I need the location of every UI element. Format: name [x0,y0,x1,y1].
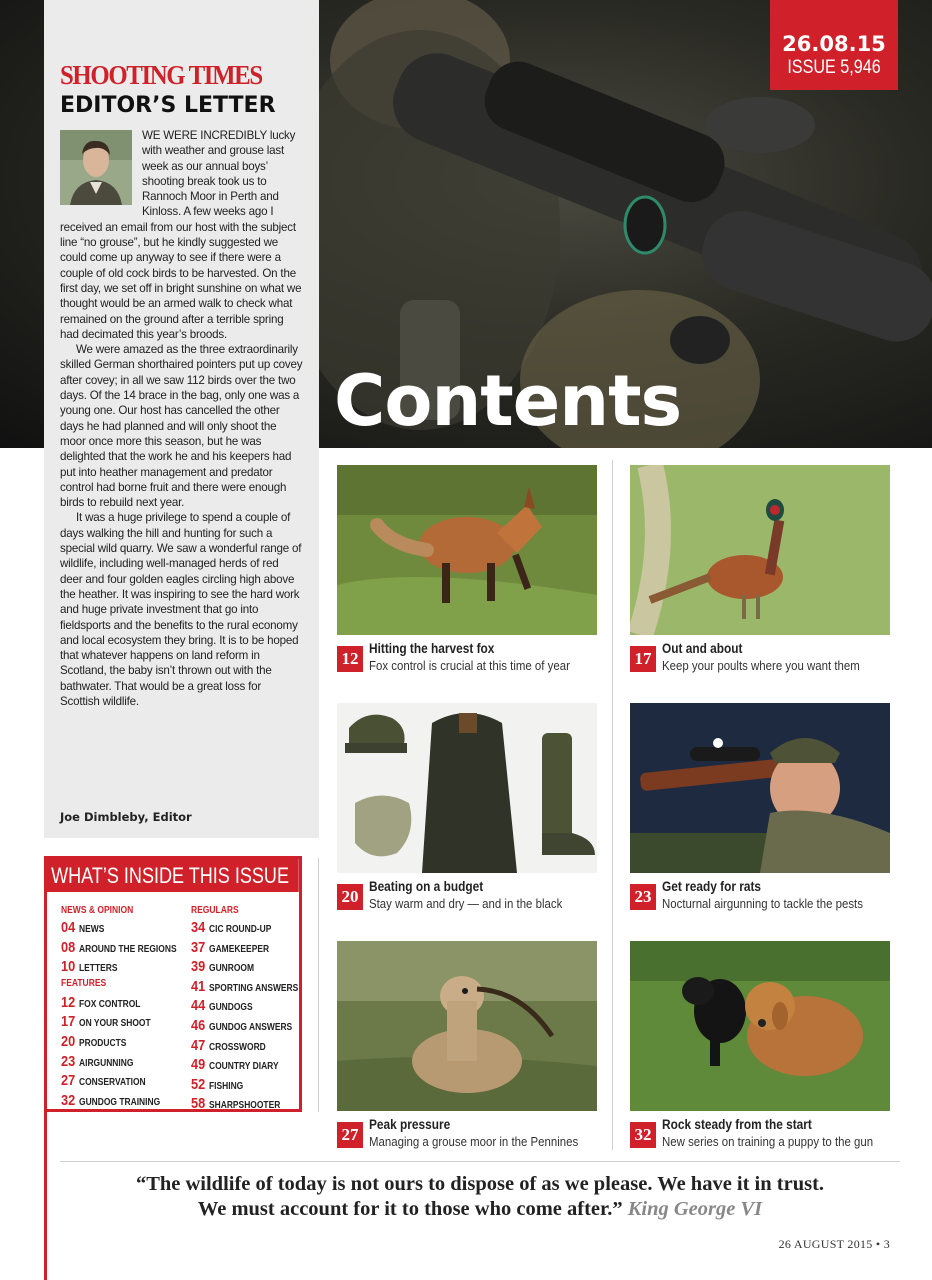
feature-title: Hitting the harvest fox [369,641,495,656]
contents-entry[interactable]: 27 CONSERVATION [61,1072,146,1090]
contents-entry[interactable]: 41 SPORTING ANSWERS [191,977,299,995]
contents-entry[interactable]: 37 GAMEKEEPER [191,938,270,956]
quote-attribution: King George VI [627,1198,763,1220]
feature-subtitle: Nocturnal airgunning to tackle the pests [662,896,863,911]
contents-entry[interactable]: 47 CROSSWORD [191,1036,266,1054]
section-category: REGULARS [191,905,239,916]
contents-entry[interactable]: 04 NEWS [61,919,105,936]
magazine-logo: SHOOTING TIMES [60,60,262,90]
whats-inside-heading: WHAT’S INSIDE THIS ISSUE [47,859,299,892]
contents-entry[interactable]: 32 GUNDOG TRAINING [61,1091,161,1109]
pheasant-photo [630,465,890,635]
editor-paragraph: WE WERE INCREDIBLY lucky with weather and grouse last week as our annual boys’ shooting break took us to Rannoch Moor in Perth and Kinloss. A few weeks ago I received an email from our host with the subject line “no grouse”, but he kindly suggested we could come up anyway to see if there were a couple of old cock birds to be harvested. On the first day, we set off in bright sunshine on what we thought would be an armed walk to check what remained on the ground after a terrible spring had decimated this year’s broods. [60,129,302,341]
quote-line-1: “The wildlife of today is not ours to dispose of as we please. We have it in trust. [135,1173,825,1195]
contents-entry[interactable]: 12 FOX CONTROL [61,993,141,1011]
contents-entry[interactable]: 52 FISHING [191,1075,244,1093]
column-divider [612,460,613,1150]
feature-title: Peak pressure [369,1117,451,1132]
feature-subtitle: Stay warm and dry — and in the black [369,896,563,911]
feature-caption [337,879,597,919]
quote-line-2: We must account for it to those who come after.” [197,1198,623,1220]
feature-title: Beating on a budget [369,879,484,894]
feature-caption [337,1117,597,1157]
feature-page-number: 12 [337,646,363,672]
curlew-photo [337,941,597,1111]
feature-title: Out and about [662,641,743,656]
contents-entry[interactable]: 44 GUNDOGS [191,997,253,1015]
dogs-photo [630,941,890,1111]
feature-caption [630,879,890,919]
quote-rule [60,1161,900,1162]
clothing-photo [337,703,597,873]
feature-page-number: 32 [630,1122,656,1148]
feature-page-number: 23 [630,884,656,910]
issue-badge [770,0,898,90]
feature-subtitle: Keep your poults where you want them [662,658,860,673]
contents-entry[interactable]: 23 AIRGUNNING [61,1052,134,1070]
contents-entry[interactable]: 49 COUNTRY DIARY [191,1056,279,1074]
feature-tile-rats[interactable] [630,703,890,919]
issue-number: ISSUE 5,946 [787,57,881,78]
contents-entry[interactable]: 34 CIC ROUND-UP [191,919,272,936]
feature-tile-curlew[interactable] [337,941,597,1157]
whats-inside-left-column [61,905,198,1111]
quote-line-2-wrap [60,1197,900,1222]
whats-inside-box [44,856,302,1112]
left-rule [44,1112,47,1280]
contents-entry[interactable]: 17 ON YOUR SHOOT [61,1013,151,1031]
editor-paragraph: It was a huge privilege to spend a couple of days walking the hill and hunting for such a special wild quarry. We saw a wonderful range of wildlife, including well-managed herds of red deer and four golden eagles circling high above the heather. It was inspiring to see the hard work and huge private investment that go into fieldsports and the benefits to the rural economy and local ecosystem they bring. It is to be hoped that whatever happens on land reform in Scotland, the baby isn’t thrown out with the bathwater. That would be a great loss for Scottish wildlife. [60,511,302,708]
editor-signoff: Joe Dimbleby, Editor [60,810,192,824]
page-title: Contents [334,360,682,442]
feature-caption [630,1117,890,1157]
issue-date: 26.08.15 [782,32,886,56]
feature-page-number: 17 [630,646,656,672]
feature-subtitle: New series on training a puppy to the gun [662,1134,874,1149]
page-footer: 26 AUGUST 2015 • 3 [778,1237,890,1251]
contents-entry[interactable]: 08 AROUND THE REGIONS [61,938,177,956]
editor-letter-heading: EDITOR’S LETTER [60,93,276,118]
feature-page-number: 20 [337,884,363,910]
contents-entry[interactable]: 46 GUNDOG ANSWERS [191,1016,293,1034]
feature-subtitle: Fox control is crucial at this time of year [369,658,570,673]
feature-page-number: 27 [337,1122,363,1148]
editor-portrait [60,130,132,205]
whats-inside-right-column [191,905,318,1115]
feature-subtitle: Managing a grouse moor in the Pennines [369,1134,579,1149]
section-category: NEWS & OPINION [61,905,134,916]
section-category: FEATURES [61,977,107,989]
divider [318,858,319,1112]
feature-caption [337,641,597,681]
pull-quote [60,1172,900,1222]
editor-letter-body [60,128,303,709]
editor-letter-panel [44,0,319,838]
contents-entry[interactable]: 58 SHARPSHOOTER [191,1095,281,1113]
fox-photo [337,465,597,635]
editor-paragraph: We were amazed as the three extraordinarily skilled German shorthaired pointers put up covey after covey; in all we saw 112 birds over the two days. Of the 14 brace in the bag, only one was a young one. Our host has cancelled the other days he had planned and will only shoot the moor once more this season, but he was delighted that the work he and his keepers had put into heather management and predator control had borne fruit and there were enough birds to rebuild next year. [60,343,303,510]
feature-title: Get ready for rats [662,879,762,894]
contents-entry[interactable]: 39 GUNROOM [191,958,255,976]
contents-entry[interactable]: 20 PRODUCTS [61,1032,127,1050]
feature-tile-fox[interactable] [337,465,597,681]
feature-tile-pheasant[interactable] [630,465,890,681]
feature-title: Rock steady from the start [662,1117,812,1132]
contents-entry[interactable]: 10 LETTERS [61,958,118,976]
feature-caption [630,641,890,681]
feature-tile-clothing[interactable] [337,703,597,919]
airgun-photo [630,703,890,873]
feature-tile-puppy[interactable] [630,941,890,1157]
